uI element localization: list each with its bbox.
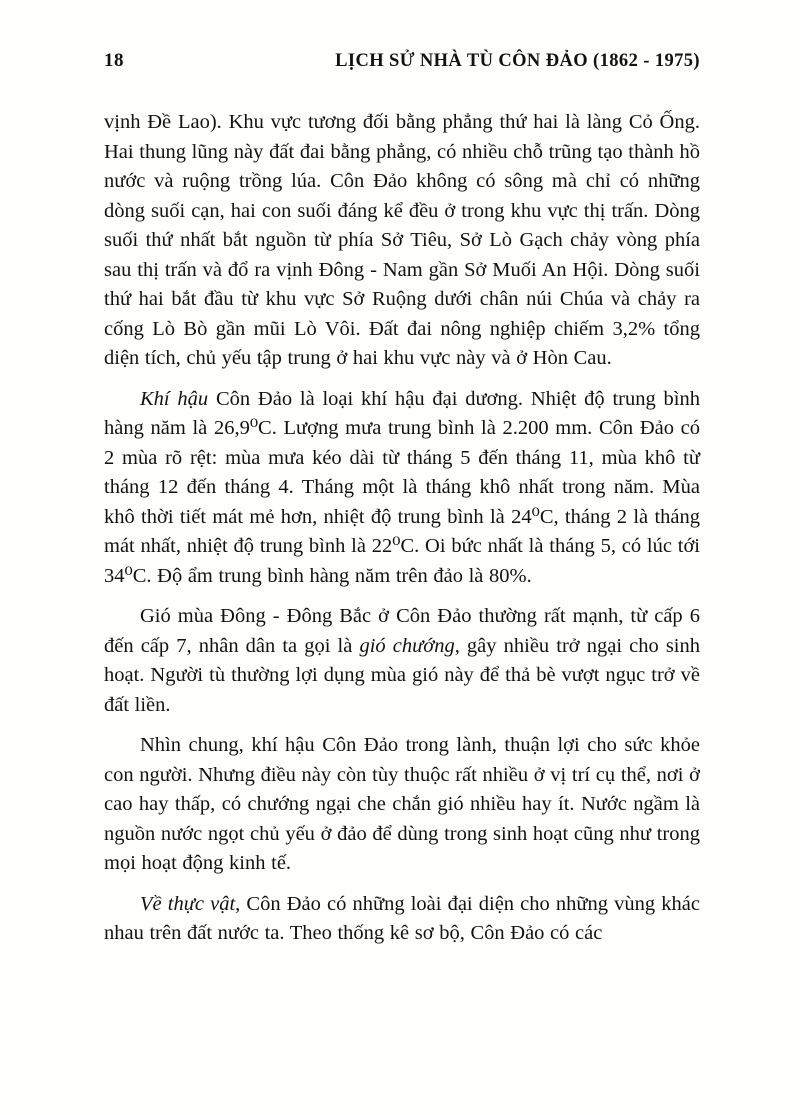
text-run: Nhìn chung, khí hậu Côn Đảo trong lành, thuận lợi cho sức khỏe con người. Nhưng điều này còn tùy thuộc rất nhiều ở vị trí cụ thể, nơi ở cao hay thấp, có chướng ngại che chắn gió nhiều hay ít. Nước ngầm là nguồn nước ngọt chủ yếu ở đảo để dùng trong sinh hoạt cũng như trong mọi hoạt động kinh tế. — [104, 734, 700, 874]
page-header — [104, 50, 700, 72]
running-title: LỊCH SỬ NHÀ TÙ CÔN ĐẢO (1862 - 1975) — [335, 51, 700, 71]
page-body — [104, 108, 700, 949]
text-run: , gây nhiều trở ngại cho sinh hoạt. Người tù thường lợi dụng mùa gió này để thả bè vượt ngục trở về đất liền. — [104, 634, 700, 716]
paragraph — [104, 731, 700, 879]
paragraph — [104, 385, 700, 592]
text-run: Côn Đảo là loại khí hậu đại dương. Nhiệt độ trung bình hàng năm là 26,9⁰C. Lượng mưa trung bình là 2.200 mm. Côn Đảo có 2 mùa rõ rệt: mùa mưa kéo dài từ tháng 5 đến tháng 11, mùa khô từ tháng 12 đến tháng 4. Tháng một là tháng khô nhất trong năm. Mùa khô thời tiết mát mẻ hơn, nhiệt độ trung bình là 24⁰C, tháng 2 là tháng mát nhất, nhiệt độ trung bình là 22⁰C. Oi bức nhất là tháng 5, có lúc tới 34⁰C. Độ ẩm trung bình hàng năm trên đảo là 80%. — [104, 387, 700, 587]
text-run: Gió mùa Đông - Đông Bắc ở Côn Đảo thường rất mạnh, từ cấp 6 đến cấp 7, nhân dân ta gọi là — [104, 605, 700, 657]
paragraph — [104, 890, 700, 949]
text-run: Côn Đảo có những loài đại diện cho những vùng khác nhau trên đất nước ta. Theo thống kê sơ bộ, Côn Đảo có các — [104, 892, 700, 944]
page-number: 18 — [104, 50, 124, 71]
italic-text-run: Khí hậu — [140, 387, 209, 410]
text-run: vịnh Đề Lao). Khu vực tương đối bằng phẳng thứ hai là làng Cỏ Ống. Hai thung lũng này đất đai bằng phẳng, có nhiều chỗ trũng tạo thành hồ nước và ruộng trồng lúa. Côn Đảo không có sông mà chỉ có những dòng suối cạn, hai con suối đáng kể đều ở trong khu vực thị trấn. Dòng suối thứ nhất bắt nguồn từ phía Sở Tiêu, Sở Lò Gạch chảy vòng phía sau thị trấn và đổ ra vịnh Đông - Nam gần Sở Muối An Hội. Dòng suối thứ hai bắt đầu từ khu vực Sở Ruộng dưới chân núi Chúa và chảy ra cống Lò Bò gần mũi Lò Vôi. Đất đai nông nghiệp chiếm 3,2% tổng diện tích, chủ yếu tập trung ở hai khu vực này và ở Hòn Cau. — [104, 111, 700, 369]
italic-text-run: Về thực vật, — [140, 892, 241, 915]
paragraph — [104, 108, 700, 374]
italic-text-run: gió chướng — [359, 634, 455, 657]
paragraph — [104, 602, 700, 720]
